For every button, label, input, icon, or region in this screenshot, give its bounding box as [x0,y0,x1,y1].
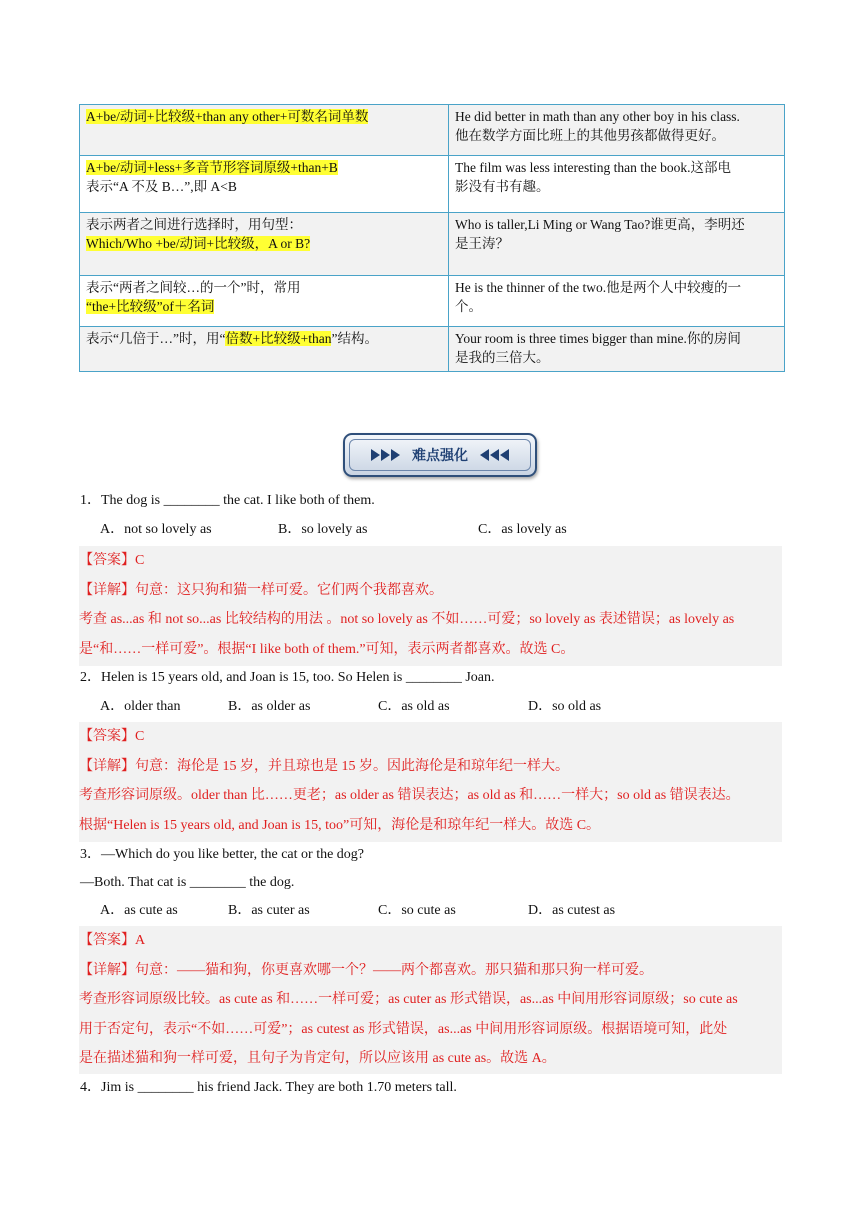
rule-text: A+be/动词+less+多音节形容词原级+than+B [86,160,338,175]
answer-key: 【答案】A [79,933,146,948]
example-translation: 他在数学方面比班上的其他男孩都做得更好。 [455,128,725,143]
explanation-line: 用于否定句，表示“不如……可爱”；as cutest as 形式错误，as...as 中间用形容词原级。根据语境可知，此处 [79,1021,728,1037]
example-translation: 个。 [455,299,482,314]
explanation-line: 考查形容词原级比较。as cute as 和……一样可爱；as cuter as 形式错误，as...as 中间用形容词原级；so cute as [79,992,738,1007]
example-translation: 是王涛？ [455,236,509,251]
explanation-line: 是在描述猫和狗一样可爱，且句子为肯定句，所以应该用 as cute as。故选 A。 [79,1051,556,1066]
example-text: Your room is three times bigger than mine.你的房间 [455,331,741,346]
rule-note: 表示“A 不及 B…”,即 A<B [86,179,237,194]
example-text: Who is taller,Li Ming or Wang Tao?谁更高，李明还 [455,217,745,232]
example-text: He did better in math than any other boy in his class. [455,109,740,124]
rule-cell [80,105,449,156]
option-a: A．as cute as [100,903,178,918]
rule-suffix: ”结构。 [331,331,378,346]
table-row [80,105,785,156]
rule-note: 表示两者之间进行选择时，用句型： [86,217,302,232]
question-stem-line2: —Both. That cat is ________ the dog. [80,875,295,890]
example-translation: 影没有书有趣。 [455,179,550,194]
explanation-line: 考查形容词原级。older than 比……更老；as older as 错误表达；as old as 和……一样大；so old as 错误表达。 [79,788,740,803]
table-row [80,327,785,372]
rule-prefix: 表示“几倍于…”时，用“ [86,331,226,346]
rule-text: A+be/动词+比较级+than any other+可数名词单数 [86,109,369,124]
table-row [80,156,785,213]
option-b: B．as older as [228,699,311,714]
explanation-line: 【详解】句意：海伦是 15 岁，并且琼也是 15 岁。因此海伦是和琼年纪一样大。 [79,758,569,774]
triple-arrow-left-icon [480,449,509,461]
rule-cell [80,276,449,327]
rule-cell [80,156,449,213]
explanation-line: 【详解】句意：——猫和狗，你更喜欢哪一个？——两个都喜欢。那只猫和那只狗一样可爱。 [79,962,653,978]
answer-block [79,722,782,842]
example-translation: 是我的三倍大。 [455,350,550,365]
answer-key: 【答案】C [79,729,145,744]
option-a: A．not so lovely as [100,522,212,537]
option-d: D．as cutest as [528,903,616,918]
rule-cell [80,327,449,372]
option-a: A．older than [100,699,181,714]
option-d: D．so old as [528,699,602,714]
option-b: B．as cuter as [228,903,310,918]
table-row [80,276,785,327]
option-c: C．as lovely as [478,522,567,537]
question-stem: 4．Jim is ________ his friend Jack. They are both 1.70 meters tall. [80,1080,457,1095]
question-stem: 1．The dog is ________ the cat. I like both of them. [80,493,375,508]
table-row [80,213,785,276]
example-cell [449,105,785,156]
section-title: 难点强化 [412,448,468,464]
banner-frame [349,439,531,471]
answer-key: 【答案】C [79,553,145,568]
rule-cell [80,213,449,276]
explanation-line: 根据“Helen is 15 years old, and Joan is 15, too”可知，海伦是和琼年纪一样大。故选 C。 [79,817,601,833]
option-b: B．so lovely as [278,522,368,537]
example-text: He is the thinner of the two.他是两个人中较瘦的一 [455,280,742,295]
grammar-table [79,104,785,372]
example-cell [449,327,785,372]
example-cell [449,213,785,276]
rule-text: Which/Who +be/动词+比较级，A or B? [86,236,311,251]
question-stem: 3．—Which do you like better, the cat or the dog? [80,847,365,862]
explanation-line: 考查 as...as 和 not so...as 比较结构的用法 。not so lovely as 不如……可爱；so lovely as 表述错误；as lovely as [79,612,735,627]
example-cell [449,276,785,327]
rule-note: 表示“两者之间较…的一个”时，常用 [86,280,301,295]
question-stem: 2．Helen is 15 years old, and Joan is 15, too. So Helen is ________ Joan. [80,670,495,685]
option-c: C．as old as [378,699,450,714]
example-text: The film was less interesting than the book.这部电 [455,160,731,175]
example-cell [449,156,785,213]
answer-block [79,546,782,666]
rule-text: 倍数+比较级+than [225,331,332,346]
answer-block [79,926,782,1074]
section-banner [343,433,537,477]
explanation-line: 是“和……一样可爱”。根据“I like both of them.”可知，表示两者都喜欢。故选 C。 [79,641,575,657]
option-c: C．so cute as [378,903,456,918]
triple-arrow-right-icon [371,449,400,461]
explanation-line: 【详解】句意：这只狗和猫一样可爱。它们两个我都喜欢。 [79,582,443,598]
rule-text: “the+比较级”of＋名词 [86,299,215,314]
